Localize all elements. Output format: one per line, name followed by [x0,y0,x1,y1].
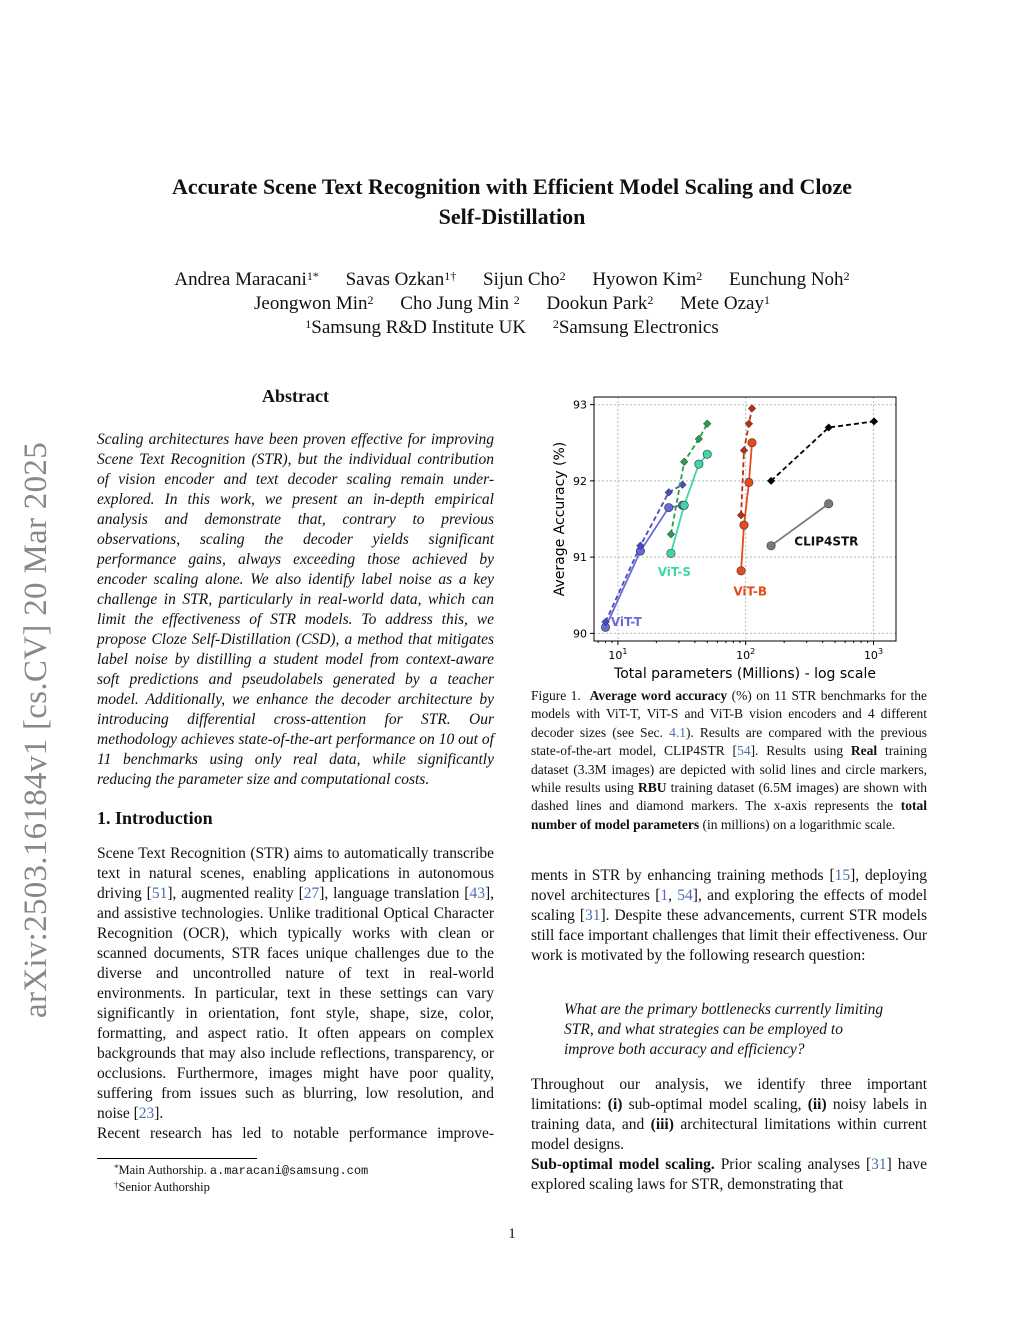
data-point-circle [680,501,688,509]
author-block [100,268,924,340]
author-affiliation-mark: 2 [559,269,566,283]
author-row-1 [100,268,924,292]
data-point-circle [767,541,775,549]
affiliation-mark: 1 [305,317,312,331]
data-point-circle [695,460,703,468]
footnote-divider [97,1158,257,1159]
author-name: Hyowon Kim [592,269,697,290]
affiliation-name: Samsung R&D Institute UK [311,317,527,338]
author-affiliation-mark: 1* [306,269,319,283]
data-point-diamond [665,489,673,497]
data-point-circle [667,549,675,557]
figure-1-caption: Figure 1. Average word accuracy (%) on 11 STR benchmarks for the models with ViT-T, ViT-S and ViT-B vision encoders and 4 different decoder sizes (see Sec. 4.1). Results are compared with the previous state-of-the-art model, CLIP4STR [54]. Results using Real training dataset (3.3M images) are depicted with solid lines and circle markers, while results using RBU training dataset (6.5M images) are shown with dashed lines and diamond markers. The x-axis represents the total number of model parameters (in millions) on a logarithmic scale. [531,688,927,832]
data-point-diamond [667,530,675,538]
x-tick-label: $10^2$ [736,647,756,662]
affiliation-name: Samsung Electronics [558,317,719,338]
author-name: Cho Jung Min [400,293,514,314]
affiliation-mark: 2 [552,317,559,331]
intro-paragraph-1: Scene Text Recognition (STR) aims to automatically transcribe text in natural scenes, enabling applications in autonomous driving [51], augmented reality [27], language translation [43], and assistive technologies. Unlike traditional Optical Character Recognition (OCR), which typically works with clean or scanned documents, STR faces unique challenges due to the diverse and uncontrolled nature of text in real-world environments. In particular, text in these settings can vary significantly in orientation, font style, shape, size, color, formatting, and aspect ratio. It often appears on complex backgrounds that may also include reflections, transparency, or occlusions. Furthermore, images might have poor quality, suffering from issues such as blurring, low resolution, and noise [23]. [97,845,495,1122]
author-name: Eunchung Noh [729,269,844,290]
y-tick-label: 91 [573,551,587,565]
author-name: Jeongwon Min [254,293,368,314]
author-name: Savas Ozkan [345,269,445,290]
citation-link[interactable]: 27 [303,885,320,902]
intro-paragraph-2: Recent research has led to notable performance improve- [97,1125,494,1142]
author-name: Andrea Maracani [174,269,307,290]
data-point-circle [748,439,756,447]
author-affiliation-mark: 1 [763,293,770,307]
data-point-circle [745,478,753,486]
author-affiliation-mark: 2 [696,269,703,283]
citation-link[interactable]: 54 [677,887,693,904]
x-axis-label: Total parameters (Millions) - log scale [614,666,876,682]
author-name: Sijun Cho [483,269,560,290]
limitations-paragraph: Throughout our analysis, we identify three important limitations: (i) sub-optimal model scaling, (ii) noisy labels in training data, and (iii) architectural limitations within current model designs. [531,1076,927,1153]
author-affiliation-mark: 1† [444,269,457,283]
series-line-clip4str-rbu [771,421,874,480]
x-tick-label: $10^3$ [863,647,884,662]
author-row-2 [100,292,924,316]
right-column-body-2 [531,1075,927,1195]
data-point-circle [665,503,673,511]
data-point-circle [824,500,832,508]
affiliation-row [100,316,924,340]
data-point-diamond [680,458,688,466]
title-line-1: Accurate Scene Text Recognition with Efficient Model Scaling and Cloze [171,174,853,199]
page-number: 1 [508,1226,516,1242]
series-label: CLIP4STR [794,534,859,549]
footnote-2: †Senior Authorship [114,1180,210,1194]
series-label: ViT-B [733,584,768,599]
y-tick-label: 92 [573,474,587,488]
citation-link[interactable]: 43 [469,885,485,902]
y-tick-label: 93 [573,398,587,412]
series-label: ViT-T [610,614,642,629]
section-link[interactable]: 4.1 [669,724,686,740]
data-point-diamond [748,405,756,413]
series-label: ViT-S [657,565,691,580]
x-tick-label: $10^1$ [608,647,628,662]
paper-title [100,172,924,232]
footnotes [114,1162,368,1195]
footnote-1: *Main Authorship. a.maracani@samsung.com [114,1163,369,1178]
citation-link[interactable]: 23 [138,1105,155,1122]
author-affiliation-mark: 2 [367,293,374,307]
author-name: Dookun Park [546,293,648,314]
series-line-vit-s-real [671,454,707,553]
author-affiliation-mark: 2 [843,269,850,283]
author-name: Mete Ozay [680,293,764,314]
data-point-diamond [703,420,711,428]
series-line-vit-b-real [741,443,752,571]
data-point-diamond [745,420,753,428]
citation-link[interactable]: 31 [871,1156,887,1173]
data-point-diamond [737,511,745,519]
data-point-diamond [740,447,748,455]
author-email[interactable]: a.maracani@samsung.com [209,1164,369,1178]
abstract-text: Scaling architectures have been proven effective for improving Scene Text Recognition (STR), but the individual contribution of vision encoder and text decoder scaling remain under-explored. In this work, we present an in-depth empirical analysis and demonstrate that, contrary to previous observations, scaling the decoder yields significant performance gains, always exceeding those achieved by encoder scaling alone. We also identify label noise as a key challenge in STR, particularly in real-world data, which can limit the effectiveness of STR models. To address this, we propose Cloze Self-Distillation (CSD), a method that mitigates label noise by distilling a student model from context-aware soft predictions and pseudolabels generated by a teacher model. Additionally, we enhance the decoder architecture by introducing differential cross-attention for STR. Our methodology achieves state-of-the-art performance on 10 out of 11 benchmarks using only real data, while significantly reducing the parameter size and computational costs. [97,431,494,788]
data-point-diamond [870,418,878,426]
author-affiliation-mark: 2 [513,293,520,307]
right-column-paragraph-1: ments in STR by enhancing training methods [15], deploying novel architectures [1, 54], and exploring the effects of model scaling [31]. Despite these advancements, current STR models still face important challenges that limit their effectiveness. Our work is motivated by the following research question: [531,867,927,964]
figure-1-chart [546,393,906,683]
citation-link[interactable]: 1 [660,887,669,904]
abstract-heading: Abstract [262,386,329,406]
data-point-circle [737,567,745,575]
citation-link[interactable]: 15 [834,867,851,884]
sub-optimal-scaling-paragraph: Sub-optimal model scaling. Prior scaling analyses [31] have explored scaling laws for STR, demonstrating that [531,1156,927,1193]
section-heading-introduction: 1. Introduction [97,808,213,828]
y-axis-label: Average Accuracy (%) [552,441,568,597]
citation-link[interactable]: 54 [737,743,751,759]
data-point-circle [703,450,711,458]
series-line-vit-s-rbu [671,424,707,535]
data-point-circle [740,521,748,529]
arxiv-identifier: arXiv:2503.16184v1 [cs.CV] 20 Mar 2025 [18,442,54,1018]
author-affiliation-mark: 2 [647,293,654,307]
citation-link[interactable]: 31 [584,907,601,924]
citation-link[interactable]: 51 [151,885,168,902]
research-question-quote: What are the primary bottlenecks currently limiting STR, and what strategies can be employed to improve both accuracy and efficiency? [564,1001,884,1058]
title-line-2: Self-Distillation [438,204,586,229]
introduction-body [97,844,494,1144]
y-tick-label: 90 [573,627,587,641]
